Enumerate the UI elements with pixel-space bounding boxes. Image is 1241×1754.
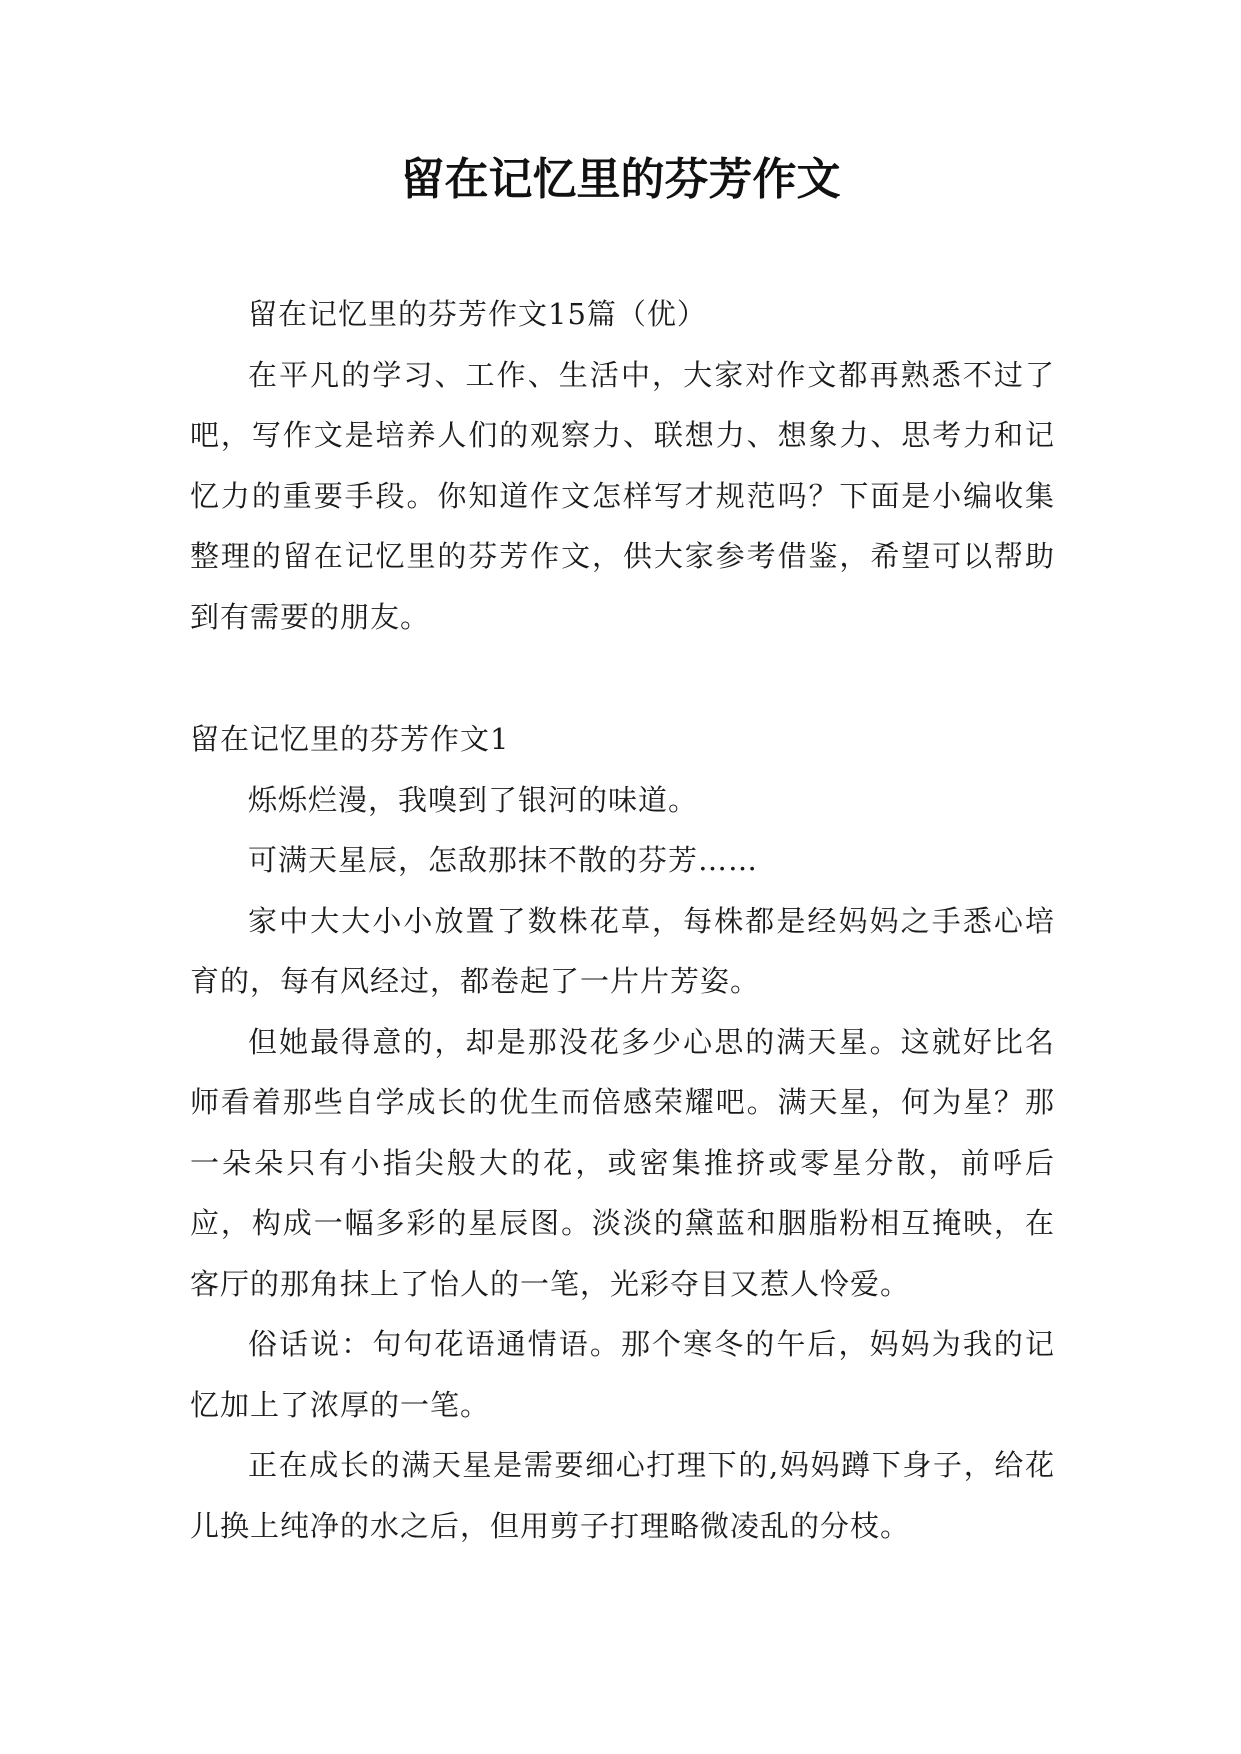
- subtitle-line: 留在记忆里的芬芳作文15篇（优）: [248, 297, 707, 331]
- intro-paragraph: 在平凡的学习、工作、生活中，大家对作文都再熟悉不过了吧，写作文是培养人们的观察力、联想力、想象力、思考力和记忆力的重要手段。你知道作文怎样写才规范吗？下面是小编收集整理的留在记忆里的芬芳作文，供大家参考借鉴，希望可以帮助到有需要的朋友。: [190, 357, 1055, 634]
- body-paragraph: 正在成长的满天星是需要细心打理下的,妈妈蹲下身子，给花儿换上纯净的水之后，但用剪子打理略微凌乱的分枝。: [190, 1448, 1055, 1543]
- body-paragraph: 家中大大小小放置了数株花草，每株都是经妈妈之手悉心培育的，每有风经过，都卷起了一片片芳姿。: [190, 903, 1055, 998]
- document-body: [190, 284, 1055, 1556]
- body-paragraph: 烁烁烂漫，我嗅到了银河的味道。: [248, 782, 699, 817]
- section-spacer: [190, 647, 1055, 709]
- body-paragraph: 俗话说：句句花语通情语。那个寒冬的午后，妈妈为我的记忆加上了浓厚的一笔。: [190, 1327, 1055, 1422]
- section-heading: 留在记忆里的芬芳作文1: [190, 722, 510, 756]
- body-paragraph: 可满天星辰，怎敌那抹不散的芬芳……: [248, 843, 759, 877]
- body-paragraph: 但她最得意的，却是那没花多少心思的满天星。这就好比名师看着那些自学成长的优生而倍感荣耀吧。满天星，何为星？那一朵朵只有小指尖般大的花，或密集推挤或零星分散，前呼后应，构成一幅多彩的星辰图。淡淡的黛蓝和胭脂粉相互掩映，在客厅的那角抹上了怡人的一笔，光彩夺目又惹人怜爱。: [190, 1024, 1055, 1301]
- document-title: 留在记忆里的芬芳作文: [400, 154, 841, 205]
